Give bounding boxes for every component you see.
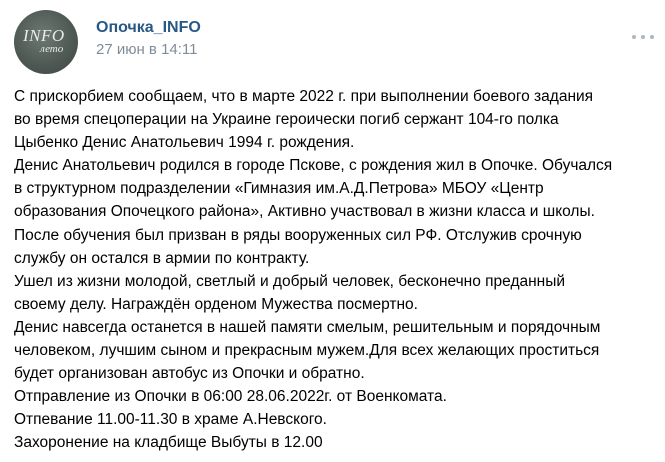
post-text-line: С прискорбием сообщаем, что в марте 2022 г. при выполнении боевого задания xyxy=(14,88,594,105)
post-date-link[interactable]: 27 июн в 14:11 xyxy=(96,41,198,58)
post-text xyxy=(14,85,654,455)
post-text-line: образования Опочецкого района», Активно участвовал в жизни класса и школы. xyxy=(14,203,595,221)
post-text-line: службу он остался в армии по контракту. xyxy=(14,249,310,267)
post-text-line: во время спецоперации на Украине героически погиб сержант 104-го полка xyxy=(14,111,559,129)
post-text-line: в структурном подразделении «Гимназия им.А.Д.Петрова» МБОУ «Центр xyxy=(14,180,544,198)
avatar[interactable] xyxy=(14,10,78,74)
more-dot xyxy=(632,35,636,39)
post-text-line: Денис навсегда останется в нашей памяти смелым, решительным и порядочным xyxy=(14,318,601,336)
post-text-line: Ушел из жизни молодой, светлый и добрый человек, бесконечно преданный xyxy=(14,272,566,290)
author-name-link[interactable]: Опочка_INFO xyxy=(96,19,201,36)
more-horizontal-icon[interactable] xyxy=(632,32,654,42)
post-text-line: человеком, лучшим сыном и прекрасным мужем.Для всех желающих проститься xyxy=(14,342,600,360)
post-header xyxy=(14,10,654,74)
more-dot xyxy=(641,35,645,39)
avatar-text-summer: лето xyxy=(40,43,64,55)
post-text-line: Денис Анатольевич родился в городе Пскове, с рождения жил в Опочке. Обучался xyxy=(14,157,613,175)
post-text-line: Отпевание 11.00-11.30 в храме А.Невского. xyxy=(14,411,327,429)
post-text-line: После обучения был призван в ряды вооруженных сил РФ. Отслужив срочную xyxy=(14,226,582,244)
post-text-line: Захоронение на кладбище Выбуты в 12.00 xyxy=(14,434,323,452)
post-text-line: Отправление из Опочки в 06:00 28.06.2022г. от Военкомата. xyxy=(14,388,447,406)
post-text-line: своему делу. Награждён орденом Мужества посмертно. xyxy=(14,295,418,313)
post-text-line: будет организован автобус из Опочки и обратно. xyxy=(14,365,365,383)
post-text-line: Цыбенко Денис Анатольевич 1994 г. рождения. xyxy=(14,134,355,152)
more-dot xyxy=(650,35,654,39)
avatar-text-info: INFO xyxy=(23,26,65,45)
